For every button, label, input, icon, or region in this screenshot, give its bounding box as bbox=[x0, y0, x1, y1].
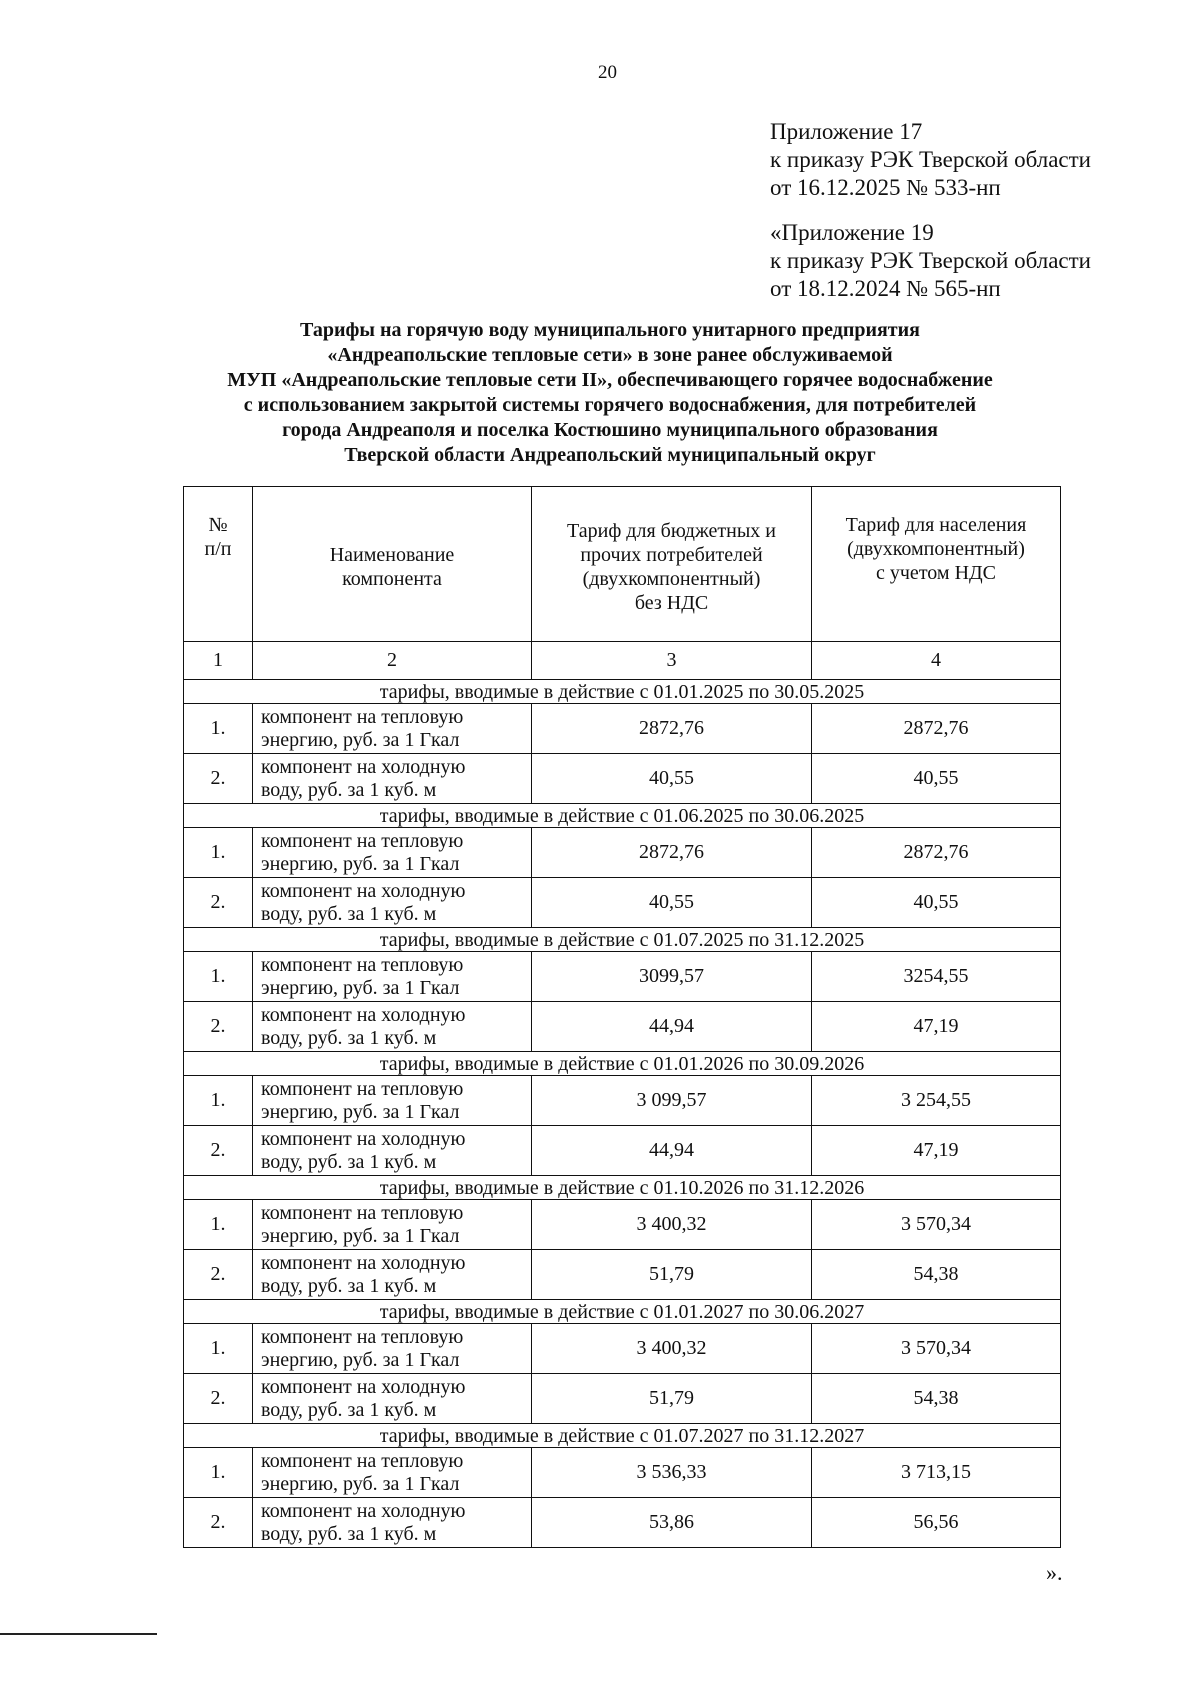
population-tariff-value: 3 254,55 bbox=[812, 1076, 1061, 1126]
row-index: 2. bbox=[184, 1126, 253, 1176]
column-number: 3 bbox=[532, 642, 812, 680]
table-row bbox=[184, 754, 1061, 804]
component-name-line: компонент на тепловую bbox=[261, 1077, 464, 1100]
closing-quote: ». bbox=[1046, 1560, 1063, 1585]
component-name-line: компонент на холодную bbox=[261, 1375, 466, 1398]
header-line: № bbox=[208, 514, 228, 536]
population-tariff-value: 47,19 bbox=[812, 1126, 1061, 1176]
tariff-table-body bbox=[184, 680, 1061, 1548]
table-row bbox=[184, 1126, 1061, 1176]
page-number: 20 bbox=[598, 62, 617, 83]
budget-tariff-value: 44,94 bbox=[532, 1126, 812, 1176]
budget-tariff-value: 3 400,32 bbox=[532, 1324, 812, 1374]
budget-tariff-value: 53,86 bbox=[532, 1498, 812, 1548]
component-name-line: компонент на холодную bbox=[261, 1003, 466, 1026]
component-name-line: воду, руб. за 1 куб. м bbox=[261, 1398, 437, 1421]
row-index: 1. bbox=[184, 952, 253, 1002]
component-name-line: энергию, руб. за 1 Гкал bbox=[261, 728, 460, 751]
component-name-line: энергию, руб. за 1 Гкал bbox=[261, 976, 460, 999]
table-row bbox=[184, 828, 1061, 878]
component-name-line: воду, руб. за 1 куб. м bbox=[261, 1522, 437, 1545]
row-index: 2. bbox=[184, 1498, 253, 1548]
column-number: 4 bbox=[812, 642, 1061, 680]
column-number: 2 bbox=[253, 642, 532, 680]
component-name-line: компонент на холодную bbox=[261, 1127, 466, 1150]
population-tariff-value: 3 713,15 bbox=[812, 1448, 1061, 1498]
header-component-name bbox=[253, 487, 532, 642]
period-label: тарифы, вводимые в действие с 01.10.2026 по 31.12.2026 bbox=[184, 1176, 1061, 1200]
budget-tariff-value: 51,79 bbox=[532, 1250, 812, 1300]
row-index: 2. bbox=[184, 754, 253, 804]
period-row bbox=[184, 1424, 1061, 1448]
table-row bbox=[184, 1250, 1061, 1300]
header-line: компонента bbox=[342, 568, 442, 590]
tariff-table bbox=[183, 486, 1061, 1548]
appendix-line: к приказу РЭК Тверской области bbox=[770, 248, 1091, 273]
header-budget-tariff bbox=[532, 487, 812, 642]
header-line: Наименование bbox=[329, 544, 455, 566]
period-row bbox=[184, 680, 1061, 704]
component-name-line: компонент на тепловую bbox=[261, 829, 464, 852]
component-name bbox=[253, 878, 532, 928]
population-tariff-value: 40,55 bbox=[812, 878, 1061, 928]
budget-tariff-value: 3099,57 bbox=[532, 952, 812, 1002]
row-index: 1. bbox=[184, 1448, 253, 1498]
component-name bbox=[253, 1448, 532, 1498]
table-row bbox=[184, 1448, 1061, 1498]
component-name-line: воду, руб. за 1 куб. м bbox=[261, 1274, 437, 1297]
table-row bbox=[184, 1076, 1061, 1126]
header-line: Тариф для бюджетных и bbox=[567, 520, 776, 542]
component-name bbox=[253, 1200, 532, 1250]
header-line: п/п bbox=[204, 538, 232, 560]
budget-tariff-value: 3 536,33 bbox=[532, 1448, 812, 1498]
component-name-line: компонент на холодную bbox=[261, 1251, 466, 1274]
population-tariff-value: 3 570,34 bbox=[812, 1324, 1061, 1374]
period-label: тарифы, вводимые в действие с 01.06.2025 по 30.06.2025 bbox=[184, 804, 1061, 828]
header-line: Тариф для населения bbox=[845, 514, 1027, 536]
population-tariff-value: 2872,76 bbox=[812, 704, 1061, 754]
component-name bbox=[253, 828, 532, 878]
budget-tariff-value: 51,79 bbox=[532, 1374, 812, 1424]
appendix-17-reference bbox=[770, 118, 1190, 202]
title-line: Тарифы на горячую воду муниципального унитарного предприятия bbox=[300, 319, 920, 341]
budget-tariff-value: 2872,76 bbox=[532, 704, 812, 754]
title-line: Тверской области Андреапольский муниципальный округ bbox=[344, 444, 876, 466]
appendix-line: к приказу РЭК Тверской области bbox=[770, 147, 1091, 172]
table-row bbox=[184, 1002, 1061, 1052]
population-tariff-value: 2872,76 bbox=[812, 828, 1061, 878]
header-number bbox=[184, 487, 253, 642]
table-row bbox=[184, 1324, 1061, 1374]
component-name-line: компонент на тепловую bbox=[261, 1449, 464, 1472]
component-name-line: компонент на тепловую bbox=[261, 1325, 464, 1348]
component-name bbox=[253, 704, 532, 754]
component-name-line: воду, руб. за 1 куб. м bbox=[261, 778, 437, 801]
appendix-line: Приложение 17 bbox=[770, 119, 923, 144]
population-tariff-value: 54,38 bbox=[812, 1374, 1061, 1424]
title-line: «Андреапольские тепловые сети» в зоне ранее обслуживаемой bbox=[327, 344, 893, 366]
component-name-line: воду, руб. за 1 куб. м bbox=[261, 1150, 437, 1173]
budget-tariff-value: 40,55 bbox=[532, 754, 812, 804]
period-row bbox=[184, 804, 1061, 828]
population-tariff-value: 3 570,34 bbox=[812, 1200, 1061, 1250]
row-index: 1. bbox=[184, 828, 253, 878]
column-number-row bbox=[184, 642, 1061, 680]
budget-tariff-value: 44,94 bbox=[532, 1002, 812, 1052]
row-index: 1. bbox=[184, 1076, 253, 1126]
row-index: 2. bbox=[184, 1002, 253, 1052]
row-index: 1. bbox=[184, 704, 253, 754]
population-tariff-value: 54,38 bbox=[812, 1250, 1061, 1300]
component-name-line: энергию, руб. за 1 Гкал bbox=[261, 1100, 460, 1123]
component-name-line: компонент на тепловую bbox=[261, 953, 464, 976]
column-number: 1 bbox=[184, 642, 253, 680]
appendix-line: от 16.12.2025 № 533-нп bbox=[770, 175, 1001, 200]
document-title bbox=[100, 318, 1120, 468]
period-row bbox=[184, 928, 1061, 952]
component-name-line: компонент на холодную bbox=[261, 879, 466, 902]
footnote-divider bbox=[0, 1633, 157, 1635]
component-name-line: воду, руб. за 1 куб. м bbox=[261, 1026, 437, 1049]
component-name bbox=[253, 952, 532, 1002]
component-name-line: энергию, руб. за 1 Гкал bbox=[261, 1224, 460, 1247]
table-row bbox=[184, 952, 1061, 1002]
period-label: тарифы, вводимые в действие с 01.07.2027 по 31.12.2027 bbox=[184, 1424, 1061, 1448]
header-line: (двухкомпонентный) bbox=[582, 568, 761, 590]
header-population-tariff bbox=[812, 487, 1061, 642]
component-name bbox=[253, 1250, 532, 1300]
budget-tariff-value: 40,55 bbox=[532, 878, 812, 928]
component-name-line: энергию, руб. за 1 Гкал bbox=[261, 1472, 460, 1495]
budget-tariff-value: 3 099,57 bbox=[532, 1076, 812, 1126]
title-line: МУП «Андреапольские тепловые сети II», обеспечивающего горячее водоснабжение bbox=[227, 369, 993, 391]
title-line: города Андреаполя и поселка Костюшино муниципального образования bbox=[282, 419, 938, 441]
component-name-line: энергию, руб. за 1 Гкал bbox=[261, 852, 460, 875]
appendix-line: от 18.12.2024 № 565-нп bbox=[770, 276, 1001, 301]
component-name bbox=[253, 1076, 532, 1126]
component-name bbox=[253, 1374, 532, 1424]
row-index: 2. bbox=[184, 878, 253, 928]
period-label: тарифы, вводимые в действие с 01.07.2025 по 31.12.2025 bbox=[184, 928, 1061, 952]
population-tariff-value: 56,56 bbox=[812, 1498, 1061, 1548]
table-row bbox=[184, 1200, 1061, 1250]
component-name bbox=[253, 1126, 532, 1176]
period-label: тарифы, вводимые в действие с 01.01.2026 по 30.09.2026 bbox=[184, 1052, 1061, 1076]
period-row bbox=[184, 1300, 1061, 1324]
title-line: с использованием закрытой системы горячего водоснабжения, для потребителей bbox=[243, 394, 977, 416]
period-row bbox=[184, 1052, 1061, 1076]
period-label: тарифы, вводимые в действие с 01.01.2025 по 30.05.2025 bbox=[184, 680, 1061, 704]
component-name bbox=[253, 754, 532, 804]
appendix-line: «Приложение 19 bbox=[770, 220, 934, 245]
header-line: (двухкомпонентный) bbox=[847, 538, 1025, 560]
header-line: без НДС bbox=[634, 592, 709, 614]
component-name-line: воду, руб. за 1 куб. м bbox=[261, 902, 437, 925]
population-tariff-value: 40,55 bbox=[812, 754, 1061, 804]
period-label: тарифы, вводимые в действие с 01.01.2027 по 30.06.2027 bbox=[184, 1300, 1061, 1324]
row-index: 2. bbox=[184, 1250, 253, 1300]
table-row bbox=[184, 704, 1061, 754]
component-name-line: энергию, руб. за 1 Гкал bbox=[261, 1348, 460, 1371]
component-name bbox=[253, 1002, 532, 1052]
row-index: 1. bbox=[184, 1200, 253, 1250]
row-index: 1. bbox=[184, 1324, 253, 1374]
header-line: прочих потребителей bbox=[580, 544, 763, 566]
population-tariff-value: 3254,55 bbox=[812, 952, 1061, 1002]
component-name-line: компонент на холодную bbox=[261, 1499, 466, 1522]
component-name-line: компонент на холодную bbox=[261, 755, 466, 778]
budget-tariff-value: 2872,76 bbox=[532, 828, 812, 878]
table-row bbox=[184, 878, 1061, 928]
table-row bbox=[184, 1498, 1061, 1548]
period-row bbox=[184, 1176, 1061, 1200]
budget-tariff-value: 3 400,32 bbox=[532, 1200, 812, 1250]
header-line: с учетом НДС bbox=[876, 562, 996, 584]
row-index: 2. bbox=[184, 1374, 253, 1424]
appendix-19-reference bbox=[770, 219, 1190, 303]
component-name-line: компонент на тепловую bbox=[261, 1201, 464, 1224]
population-tariff-value: 47,19 bbox=[812, 1002, 1061, 1052]
component-name bbox=[253, 1498, 532, 1548]
table-row bbox=[184, 1374, 1061, 1424]
table-header-row bbox=[184, 487, 1061, 642]
component-name-line: компонент на тепловую bbox=[261, 705, 464, 728]
component-name bbox=[253, 1324, 532, 1374]
